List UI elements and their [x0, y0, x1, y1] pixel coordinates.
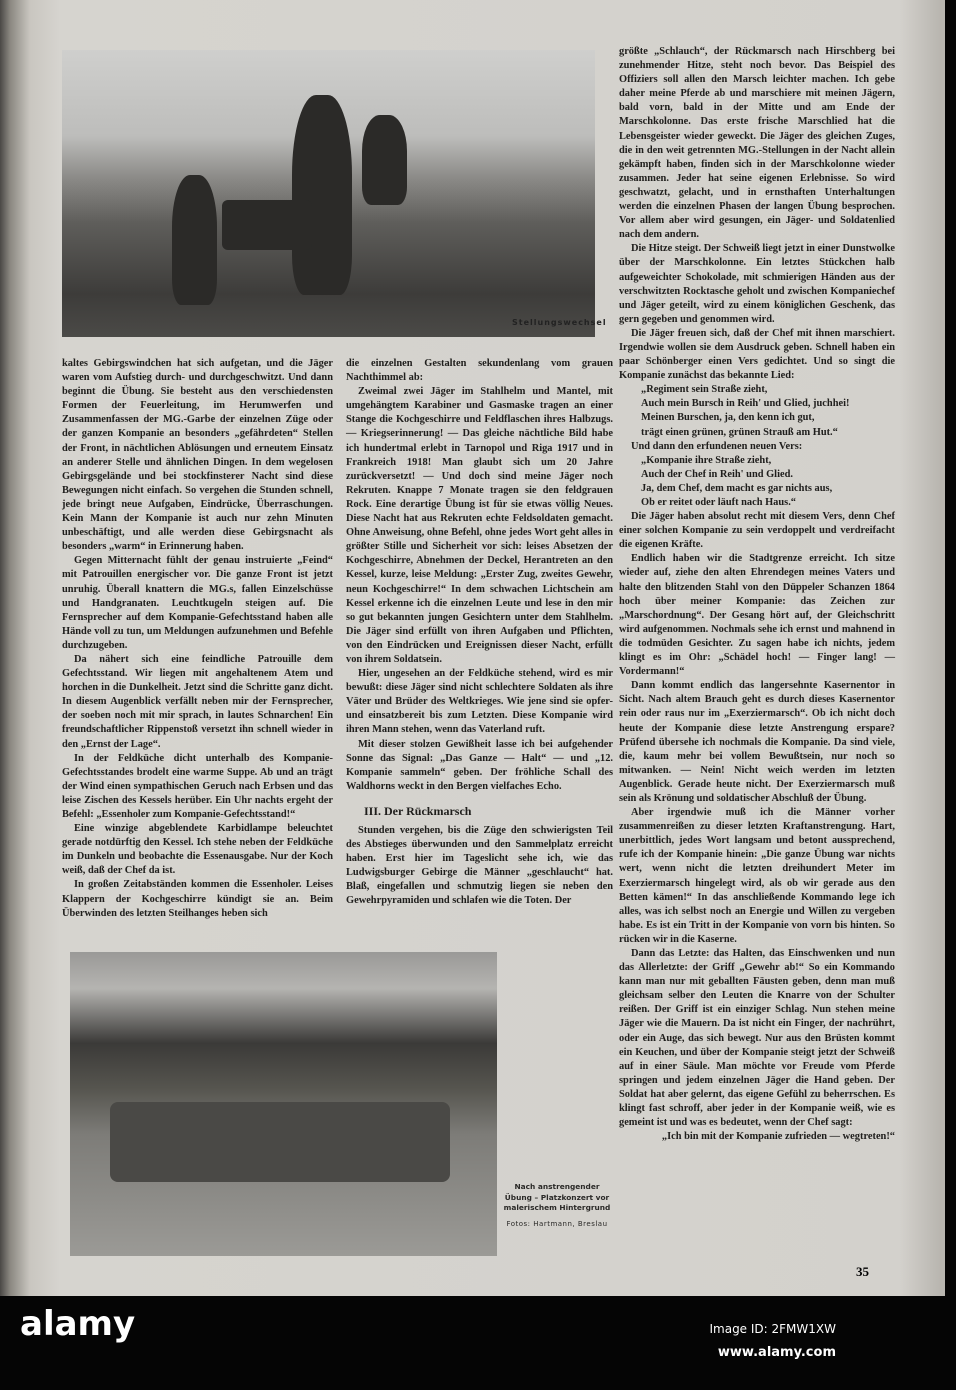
- soldier-figure: [292, 95, 352, 295]
- photo-credit: Fotos: Hartmann, Breslau: [506, 1220, 608, 1228]
- paragraph: die einzelnen Gestalten sekundenlang vom grauen Nachthimmel ab:: [346, 358, 613, 384]
- soldier-figure: [362, 115, 407, 205]
- paragraph: Hier, ungesehen an der Feldküche stehend, wird es mir bewußt: diese Jäger sind nicht schlechtere Soldaten als ihre Väter und Brüder des Weltkrieges. Wie jene sind sie opfer- und einsatzbereit bis zum Letzten. Diese Kompanie wird ihren Mann stehen, wenn das Vaterland ruft.: [346, 668, 613, 736]
- image-id: Image ID: 2FMW1XW: [709, 1322, 836, 1336]
- paragraph: Dann kommt endlich das langersehnte Kasernentor in Sicht. Nach altem Brauch geht es durch dieses Kasernentor rein oder raus nur im „Exerziermarsch“. Ob ich nicht doch heute der Kompanie diese letzte Anstrengung erspare? Prüfend übersehe ich nochmals die Kompanie. Da sind viele, die, kaum mehr bei vollem Bewußtsein, nur noch so mitwanken. — Nein! Nicht weich werden im letzten Augenblick. Gerade heute nicht. Der Exerziermarsch muß sein als Krönung und soldatischer Abschluß der Übung.: [619, 680, 895, 804]
- paragraph: größte „Schlauch“, der Rückmarsch nach Hirschberg bei zunehmender Hitze, steht noch bevor. Das Beispiel des Offiziers soll allen den Marsch leichter machen. Ich gebe daher meine Pferde ab und marschiere mit meinen Jägern, bald vorn, bald in der Mitte und am Ende der Marschkolonne. Das erste frische Marschlied hat die Lebensgeister wieder geweckt. Die Jäger des gleichen Zuges, die in den weit getrennten MG.-Stellungen in der Nacht allein gekämpft haben, finden sich in der Marschkolonne wieder zusammen. Jeder hat seine eigenen Erlebnisse. So wird geschwatzt, gelacht, und in ernsthaften Unterhaltungen werden die einzelnen Phasen der langen Übung besprochen. Vor allem aber wird gesungen, ein Jäger- und Soldatenlied nach dem andern.: [619, 46, 895, 241]
- column-3: [619, 45, 895, 1144]
- column-1: [62, 357, 333, 921]
- verse-line: trägt einen grünen, grünen Strauß am Hut.“: [641, 426, 838, 438]
- verse-line: Auch der Chef in Reih' und Glied.: [641, 468, 793, 480]
- photo-caption: Stellungswechsel: [512, 318, 607, 327]
- verse-line: Ob er reitet oder läuft nach Haus.“: [641, 497, 796, 508]
- paragraph: Die Jäger haben absolut recht mit diesem Vers, denn Chef einer solchen Kompanie zu sein verdoppelt und verdreifacht die eigenen Kräfte.: [619, 511, 895, 551]
- photo-caption: Nach anstrengender Übung – Platzkonzert vor malerischem Hintergrund: [503, 1182, 611, 1212]
- verse-line: Ja, dem Chef, dem macht es gar nichts aus,: [641, 482, 833, 494]
- page-number: 35: [856, 1264, 869, 1279]
- verse-line: „Kompanie ihre Straße zieht,: [641, 454, 772, 466]
- column-2: [346, 357, 613, 909]
- paragraph: Zweimal zwei Jäger im Stahlhelm und Mantel, mit umgehängtem Karabiner und Gasmaske tragen an einer Stange die Kochgeschirre und Feldflaschen ihres Halbzugs. — Kriegserinnerung! — Das gleiche nächtliche Bild habe ich hundertmal erlebt in Tarnopol und Riga 1917 und in Frankreich 1918! Man glaubt sich um 20 Jahre zurückversetzt! — Und doch sind meine Jäger noch Rekruten. Knappe 7 Monate tragen sie den feldgrauen Rock. Eine derartige Übung ist für sie etwas völlig Neues. Diese Nacht hat aus Rekruten echte Feldsoldaten gemacht. Ohne Anweisung, ohne Befehl, ohne jedes Wort geht alles in größter Stille und Sicherheit vor sich: leises Absetzen der Kochgeschirre, Abnehmen der Deckel, Herantreten an den Kessel, kurze, leise Meldung: „Erster Zug, zweites Gewehr, neun Kochgeschirre!“ In dem schwachen Lichtschein am Kessel erkenne ich die einzelnen Leute und lese in den mir so gut bekannten jungen Gesichtern unter dem Stahlhelm. Die Jäger sind erfüllt von ihren Aufgaben und Pflichten, von den Eindrücken und Ereignissen dieser Nacht, erfüllt von ihrem Soldatsein.: [346, 386, 613, 665]
- alamy-logo: alamy: [20, 1304, 136, 1344]
- paragraph: Dann das Letzte: das Halten, das Einschwenken und nun das Allerletzte: der Griff „Gewehr ab!“ So ein Kommando kann man nur mit geballten Fäusten geben, denn man muß gleichsam selber den Leuten die Knarre von der Schulter reißen. Der Griff ist ein einziger Schlag. Nun stehen meine Jäger wie die Mauern. Da ist nicht ein Finger, der nachrührt, oder ein Auge, das sich bewegt. Nur aus den Brüsten kommt ein Keuchen, und über der Kompanie steigt jetzt der Schweiß auf in einer Säule. Man möchte vor Freude vom Pferde springen und jedem einzelnen Jäger die Hand geben. Der Soldat hat aber gelernt, das eigene Gefühl zu beherrschen. Es klingt fast schroff, aber jeder in der Kompanie weiß, wie es gemeint ist und was es bedeutet, wenn der Chef sagt:: [619, 948, 895, 1129]
- watermark-bar: [0, 1296, 956, 1390]
- paragraph: kaltes Gebirgswindchen hat sich aufgetan, und die Jäger waren vom Aufstieg durch- und durchgeschwitzt. Und dann beginnt die Übung. Sie besteht aus den verschiedensten Formen der Feuerleitung, im Herumwerfen und Zusammenfassen der MG.-Garbe der einzelnen Züge oder der ganzen Kompanie an besonders „gefährdeten“ Stellen der Front, in nächtlichen Ablösungen und erneutem Einsatz an anderer Stelle und ähnlichen Dingen. In dem wegelosen Gebirgsgelände und bei stockfinsterer Nacht sind diese Bewegungen nicht einfach. So vergehen die Stunden schnell, jede bringt neue Aufgaben, Eindrücke, Überraschungen. Kein Mann der Kompanie ist auch nur zehn Minuten unbeschäftigt, und alle werden diese Gebirgsnacht als besonders „warm“ in Erinnerung haben.: [62, 358, 333, 553]
- photo-stellungswechsel: [62, 50, 595, 337]
- paragraph: Die Jäger freuen sich, daß der Chef mit ihnen marschiert. Irgendwie wollen sie dem Ausdruck geben. Schnell haben ein paar Schönberger einen Vers gedichtet. Und so singt die Kompanie zunächst das bekannte Lied:: [619, 327, 895, 382]
- paragraph: Endlich haben wir die Stadtgrenze erreicht. Ich sitze wieder auf, ziehe den alten Ehrendegen meines Vaters und halte den blitzenden Stahl von den Düppeler Schanzen 1864 hoch über meiner Kompanie: das Zeichen zur „Marschordnung“. Der Gesang hört auf, der Gleichschritt wird aufgenommen. Nochmals sehe ich ernst und mahnend in die todmüden Gesichter. Zu sagen habe ich nichts, jedem klingt es im Ohr: „Schädel hoch! — Finger lang! — Vordermann!“: [619, 553, 895, 678]
- verse-line: Meinen Burschen, ja, den kenn ich gut,: [641, 412, 815, 424]
- photo-platzkonzert: [70, 952, 497, 1256]
- machine-gun: [222, 200, 312, 250]
- verse-line: Auch mein Bursch in Reih' und Glied, juchhei!: [641, 398, 850, 410]
- paragraph: Mit dieser stolzen Gewißheit lasse ich bei aufgehender Sonne das Signal: „Das Ganze — Halt“ — und „12. Kompanie sammeln“ geben. Der fröhliche Schall des Waldhorns weckt in den Bergen vielfaches Echo.: [346, 738, 613, 792]
- paragraph: Da nähert sich eine feindliche Patrouille dem Gefechtsstand. Wir liegen mit angehaltenem Atem und horchen in die Dunkelheit. Jetzt sind die Schritte ganz dicht. In diesem Augenblick verfällt neben mir der Fernsprecher, der soeben noch mit mir sprach, in lautes Schnarchen! Ein freundschaftlicher Rippenstoß versetzt ihn schnell wieder in den „Ernst der Lage“.: [62, 653, 333, 750]
- site-url: www.alamy.com: [717, 1345, 836, 1360]
- section-heading: III. Der Rückmarsch: [364, 803, 472, 818]
- closing-quote: „Ich bin mit der Kompanie zufrieden — wegtreten!“: [661, 1131, 895, 1143]
- soldier-figure: [172, 175, 217, 305]
- paragraph: Stunden vergehen, bis die Züge den schwierigsten Teil des Abstieges überwunden und den Sammelplatz erreicht haben. Erst hier im Tageslicht sehe ich, wie das Ludwigsburger Gebirge die Männer „geschlaucht“ hat. Blaß, eingefallen und schmutzig liegen sie neben den Gewehrpyramiden und schlafen wie die Toten. Der: [346, 825, 613, 907]
- paragraph: Gegen Mitternacht fühlt der genau instruierte „Feind“ mit Patrouillen energischer vor. Die ganze Front ist jetzt unruhig. Überall knattern die MG.s, fallen Einzelschüsse und Handgranaten. Leuchtkugeln steigen auf. Die Fernsprecher auf dem Kompanie-Gefechtsstand haben alle Hände voll zu tun, um Meldungen aufzunehmen und Befehle durchzugeben.: [62, 555, 333, 651]
- paragraph: In großen Zeitabständen kommen die Essenholer. Leises Klappern der Kochgeschirre kündigt sie an. Beim Überwinden des letzten Steilhanges heben sich: [62, 879, 333, 919]
- verse-line: „Regiment sein Straße zieht,: [641, 384, 768, 396]
- band-group: [110, 1102, 450, 1182]
- paragraph: Aber irgendwie muß ich die Männer vorher zusammenreißen zu dieser letzten Kraftanstrengung. Hart, unerbittlich, jedes Wort langsam und betont aussprechend, rufe ich der Kompanie hinein: „Die ganze Übung war nichts wert, wenn nicht die letzten dreihundert Meter im Exerziermarsch hingelegt wird, als ob wir gerade aus den Betten kämen!“ In das anschließende Kommando lege ich alles, was ich selbst noch an Energie und Willen zu vergeben habe. Es ist ein Tritt in der Kompanie von vorn bis hinten. So rücken wir in die Kaserne.: [619, 807, 895, 945]
- paragraph: Und dann den erfundenen neuen Vers:: [631, 440, 803, 452]
- paragraph: Eine winzige abgeblendete Karbidlampe beleuchtet gerade notdürftig den Kessel. Ich stehe neben der Feldküche im Dunkeln und beobachte die Essenausgabe. Nur der Koch weiß, daß der Chef da ist.: [62, 823, 333, 877]
- paragraph: In der Feldküche dicht unterhalb des Kompanie-Gefechtsstandes brodelt eine warme Suppe. Ab und an trägt der Wind einen sympathischen Geruch nach Erbsen und das leise Zischen des Kessels herüber. Ein Uhr nachts ergeht der Befehl: „Essenholer zum Kompanie-Gefechtsstand!“: [62, 752, 333, 820]
- paragraph: Die Hitze steigt. Der Schweiß liegt jetzt in einer Dunstwolke über der Marschkolonne. Ein letztes Stückchen halb aufgeweichter Schokolade, mit schmierigen Händen aus der verschwitzten Rocktasche geholt und zwischen Kompaniechef und Jäger geteilt, wird zu einem königlichen Geschenk, das gern gegeben und genommen wird.: [619, 243, 895, 325]
